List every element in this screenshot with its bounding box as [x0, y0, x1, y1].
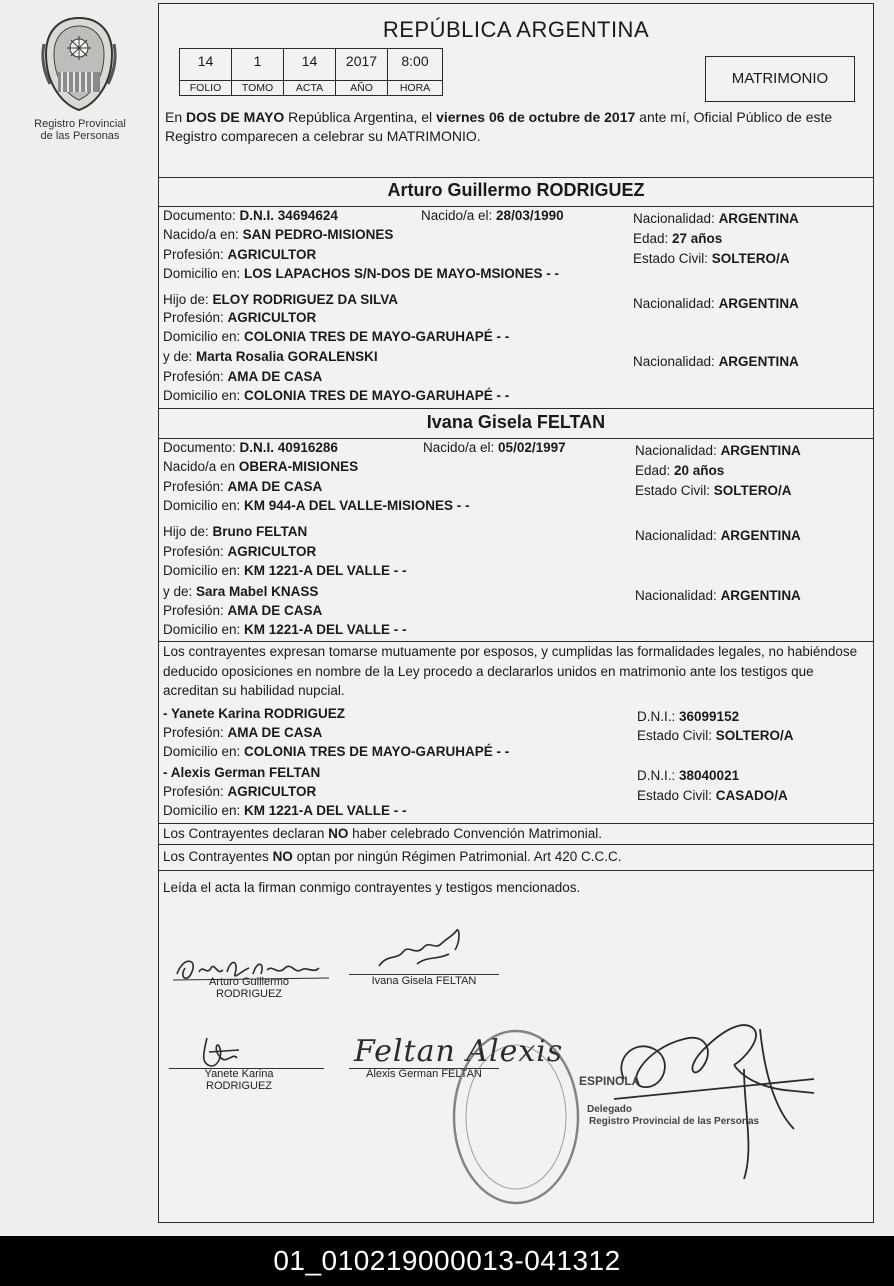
- spouse1-age: [633, 229, 722, 248]
- sig3-label-line-1: Yanete Karina: [204, 1068, 274, 1080]
- spouse1-mother: [163, 347, 378, 366]
- label: Hijo de:: [163, 524, 213, 539]
- label: Nacionalidad:: [633, 354, 719, 369]
- witness1-name: [163, 704, 345, 723]
- value: AGRICULTOR: [227, 247, 317, 262]
- value: 28/03/1990: [496, 208, 564, 223]
- label: Profesión:: [163, 603, 228, 618]
- hour-value: 8:00: [401, 53, 429, 69]
- value: AGRICULTOR: [227, 310, 317, 325]
- document-title: REPÚBLICA ARGENTINA: [382, 17, 650, 42]
- spouse1-mother-profession: [163, 367, 322, 386]
- value: D.N.I. 40916286: [239, 440, 338, 455]
- divider: [159, 177, 873, 178]
- spouse1-nationality: [633, 209, 799, 228]
- spouse1-birthplace: [163, 225, 393, 244]
- text: Los Contrayentes declaran: [163, 826, 329, 841]
- label: Domicilio en:: [163, 266, 245, 281]
- intro-paragraph: [165, 108, 867, 146]
- spouse2-mother: [163, 582, 318, 601]
- sig3-label-line-2: RODRIGUEZ: [206, 1080, 272, 1092]
- label: Domicilio en:: [163, 744, 245, 759]
- label: Profesión:: [163, 310, 228, 325]
- sig2-label: Ivana Gisela FELTAN: [371, 975, 477, 987]
- text: haber celebrado Convención Matrimonial.: [348, 826, 602, 841]
- value: ARGENTINA: [720, 443, 801, 458]
- emphasis: NO: [328, 826, 349, 841]
- acta-label: ACTA: [284, 80, 335, 95]
- label: Estado Civil:: [637, 728, 716, 743]
- spouse1-father: [163, 290, 398, 309]
- value: KM 1221-A DEL VALLE - -: [244, 803, 407, 818]
- registration-fields: [179, 48, 443, 96]
- hour-label: HORA: [388, 80, 442, 95]
- label: Nacionalidad:: [633, 296, 719, 311]
- spouse2-profession: [163, 477, 322, 496]
- label: Hijo de:: [163, 292, 213, 307]
- label: Domicilio en:: [163, 329, 245, 344]
- label: D.N.I.:: [637, 768, 680, 783]
- intro-text-2: República Argentina, el: [284, 109, 437, 125]
- label: y de:: [163, 349, 197, 364]
- folio-value: 14: [197, 53, 214, 69]
- spouse2-father-address: [163, 561, 407, 580]
- spouse1-profession: [163, 245, 316, 264]
- value: KM 1221-A DEL VALLE - -: [244, 563, 407, 578]
- label: Nacionalidad:: [635, 528, 721, 543]
- label: Profesión:: [163, 544, 228, 559]
- value: ARGENTINA: [718, 354, 799, 369]
- witness1-profession: [163, 723, 322, 742]
- year-label: AÑO: [336, 80, 387, 95]
- label: Domicilio en:: [163, 803, 245, 818]
- tomo-field: [231, 48, 284, 96]
- label: Nacido/a en:: [163, 227, 243, 242]
- text: optan por ningún Régimen Patrimonial. Art 420 C.C.C.: [292, 849, 622, 864]
- value: ARGENTINA: [720, 528, 801, 543]
- spouse2-age: [635, 461, 724, 480]
- spouse2-mother-profession: [163, 601, 322, 620]
- label: Nacionalidad:: [635, 588, 721, 603]
- officer-name: ESPINOLA: [579, 1074, 641, 1088]
- acta-field: [283, 48, 336, 96]
- spouse2-father-nationality: [635, 526, 801, 545]
- value: - Alexis German FELTAN: [163, 765, 321, 780]
- spouse2-nationality: [635, 441, 801, 460]
- spouse1-father-address: [163, 327, 509, 346]
- value: SOLTERO/A: [711, 251, 790, 266]
- value: ELOY RODRIGUEZ DA SILVA: [212, 292, 399, 307]
- sig1-label: [189, 976, 309, 1000]
- value: AMA DE CASA: [227, 725, 323, 740]
- declaration-paragraph: Los contrayentes expresan tomarse mutuamente por esposos, y cumplidas las formalidades legales, no habiéndose deducido oposiciones en nombre de la Ley procedo a declararlos unidos en matrimonio ante los testigos que acreditan su habilidad nupcial.: [163, 644, 858, 698]
- value: AMA DE CASA: [227, 369, 323, 384]
- spouse2-address: [163, 496, 470, 515]
- spouse1-mother-address: [163, 386, 509, 405]
- spouse2-birthplace: [163, 457, 358, 476]
- label: Estado Civil:: [637, 788, 716, 803]
- emphasis: NO: [272, 849, 293, 864]
- spouse2-civil-status: [635, 481, 792, 500]
- label: Profesión:: [163, 369, 228, 384]
- tomo-value: 1: [253, 53, 262, 69]
- spouse1-birthdate: [421, 206, 564, 225]
- sig3-label: [179, 1068, 299, 1092]
- label: Documento:: [163, 440, 240, 455]
- act-type-box: MATRIMONIO: [705, 56, 855, 102]
- tomo-label: TOMO: [232, 80, 283, 95]
- divider: [159, 870, 873, 871]
- label: Edad:: [635, 463, 675, 478]
- spouse2-father: [163, 522, 307, 541]
- document-code-bar: 01_010219000013-041312: [0, 1236, 894, 1286]
- officer-title: Delegado: [587, 1104, 633, 1115]
- spouse2-name: Ivana Gisela FELTAN: [426, 412, 606, 432]
- convention-statement: [163, 824, 602, 843]
- value: SOLTERO/A: [715, 728, 794, 743]
- label: Profesión:: [163, 784, 228, 799]
- value: KM 944-A DEL VALLE-MISIONES - -: [244, 498, 470, 513]
- spouse2-document: [163, 438, 338, 457]
- value: 27 años: [672, 231, 723, 246]
- value: 20 años: [674, 463, 725, 478]
- spouse1-civil-status: [633, 249, 790, 268]
- witness2-name: [163, 763, 320, 782]
- marriage-certificate: [158, 3, 874, 1223]
- value: 05/02/1997: [498, 440, 566, 455]
- witness2-dni: [637, 766, 739, 785]
- value: COLONIA TRES DE MAYO-GARUHAPÉ - -: [244, 329, 510, 344]
- registry-line-2: de las Personas: [40, 130, 120, 142]
- signature-alexis: Feltan Alexis: [354, 1034, 564, 1069]
- text: Los Contrayentes: [163, 849, 273, 864]
- witness2-address: [163, 801, 407, 820]
- sig4-label: Alexis German FELTAN: [366, 1068, 482, 1080]
- official-seal-icon: [444, 1022, 594, 1212]
- province-emblem: [38, 14, 120, 114]
- officer-registry: Registro Provincial de las Personas: [589, 1116, 760, 1127]
- label: Nacido/a en: [163, 459, 239, 474]
- value: SAN PEDRO-MISIONES: [242, 227, 394, 242]
- officer-signature: [594, 1009, 834, 1189]
- value: AGRICULTOR: [227, 784, 317, 799]
- value: KM 1221-A DEL VALLE - -: [244, 622, 407, 637]
- spouse2-mother-address: [163, 620, 407, 639]
- value: ARGENTINA: [720, 588, 801, 603]
- value: COLONIA TRES DE MAYO-GARUHAPÉ - -: [244, 388, 510, 403]
- value: LOS LAPACHOS S/N-DOS DE MAYO-MSIONES - -: [244, 266, 560, 281]
- spouse1-document: [163, 206, 338, 225]
- value: CASADO/A: [715, 788, 788, 803]
- label: Domicilio en:: [163, 498, 245, 513]
- sig1-label-line-1: Arturo Guillermo: [208, 976, 290, 988]
- spouse2-father-profession: [163, 542, 316, 561]
- value: D.N.I. 34694624: [239, 208, 338, 223]
- value: AMA DE CASA: [227, 603, 323, 618]
- label: Profesión:: [163, 247, 228, 262]
- value: ARGENTINA: [718, 296, 799, 311]
- intro-text-1: En: [165, 109, 187, 125]
- value: OBERA-MISIONES: [238, 459, 359, 474]
- witness2-profession: [163, 782, 316, 801]
- closing-statement: Leída el acta la firman conmigo contrayentes y testigos mencionados.: [163, 880, 581, 895]
- spouse1-father-profession: [163, 308, 316, 327]
- signature-yanete: [189, 1030, 259, 1072]
- label: D.N.I.:: [637, 709, 680, 724]
- value: - Yanete Karina RODRIGUEZ: [163, 706, 346, 721]
- label: Domicilio en:: [163, 388, 245, 403]
- year-value: 2017: [345, 53, 378, 69]
- spouse1-address: [163, 264, 559, 283]
- regime-statement: [163, 847, 622, 866]
- spouse2-birthdate: [423, 438, 566, 457]
- folio-label: FOLIO: [180, 80, 231, 95]
- label: Estado Civil:: [633, 251, 712, 266]
- year-field: [335, 48, 388, 96]
- value: Sara Mabel KNASS: [196, 584, 319, 599]
- value: Bruno FELTAN: [212, 524, 308, 539]
- divider: [159, 408, 873, 409]
- intro-place: DOS DE MAYO: [186, 109, 285, 125]
- label: Nacionalidad:: [635, 443, 721, 458]
- label: Nacionalidad:: [633, 211, 719, 226]
- value: AMA DE CASA: [227, 479, 323, 494]
- value: Marta Rosalia GORALENSKI: [196, 349, 378, 364]
- value: 38040021: [679, 768, 740, 783]
- spouse2-mother-nationality: [635, 586, 801, 605]
- label: Estado Civil:: [635, 483, 714, 498]
- label: Domicilio en:: [163, 622, 245, 637]
- registry-name: [20, 118, 140, 142]
- value: SOLTERO/A: [713, 483, 792, 498]
- intro-text-3: ante mí, Oficial Público de este Registro comparecen a celebrar su MATRIMONIO.: [165, 109, 833, 144]
- label: Profesión:: [163, 479, 228, 494]
- value: AGRICULTOR: [227, 544, 317, 559]
- signature-ivana: [357, 926, 487, 978]
- witness1-address: [163, 742, 509, 761]
- hour-field: [387, 48, 443, 96]
- value: COLONIA TRES DE MAYO-GARUHAPÉ - -: [244, 744, 510, 759]
- value: 36099152: [679, 709, 740, 724]
- spouse1-name: Arturo Guillermo RODRIGUEZ: [387, 180, 645, 200]
- divider: [159, 844, 873, 845]
- folio-field: [179, 48, 232, 96]
- registry-line-1: Registro Provincial: [34, 118, 126, 130]
- witness1-civil-status: [637, 726, 794, 745]
- value: ARGENTINA: [718, 211, 799, 226]
- intro-date: viernes 06 de octubre de 2017: [436, 109, 636, 125]
- label: Domicilio en:: [163, 563, 245, 578]
- label: Nacido/a el:: [423, 440, 499, 455]
- spouse1-father-nationality: [633, 294, 799, 313]
- witness1-dni: [637, 707, 739, 726]
- sig1-label-line-2: RODRIGUEZ: [216, 988, 282, 1000]
- label: Profesión:: [163, 725, 228, 740]
- spouse1-mother-nationality: [633, 352, 799, 371]
- acta-value: 14: [301, 53, 318, 69]
- label: y de:: [163, 584, 197, 599]
- label: Documento:: [163, 208, 240, 223]
- label: Edad:: [633, 231, 673, 246]
- witness2-civil-status: [637, 786, 788, 805]
- label: Nacido/a el:: [421, 208, 497, 223]
